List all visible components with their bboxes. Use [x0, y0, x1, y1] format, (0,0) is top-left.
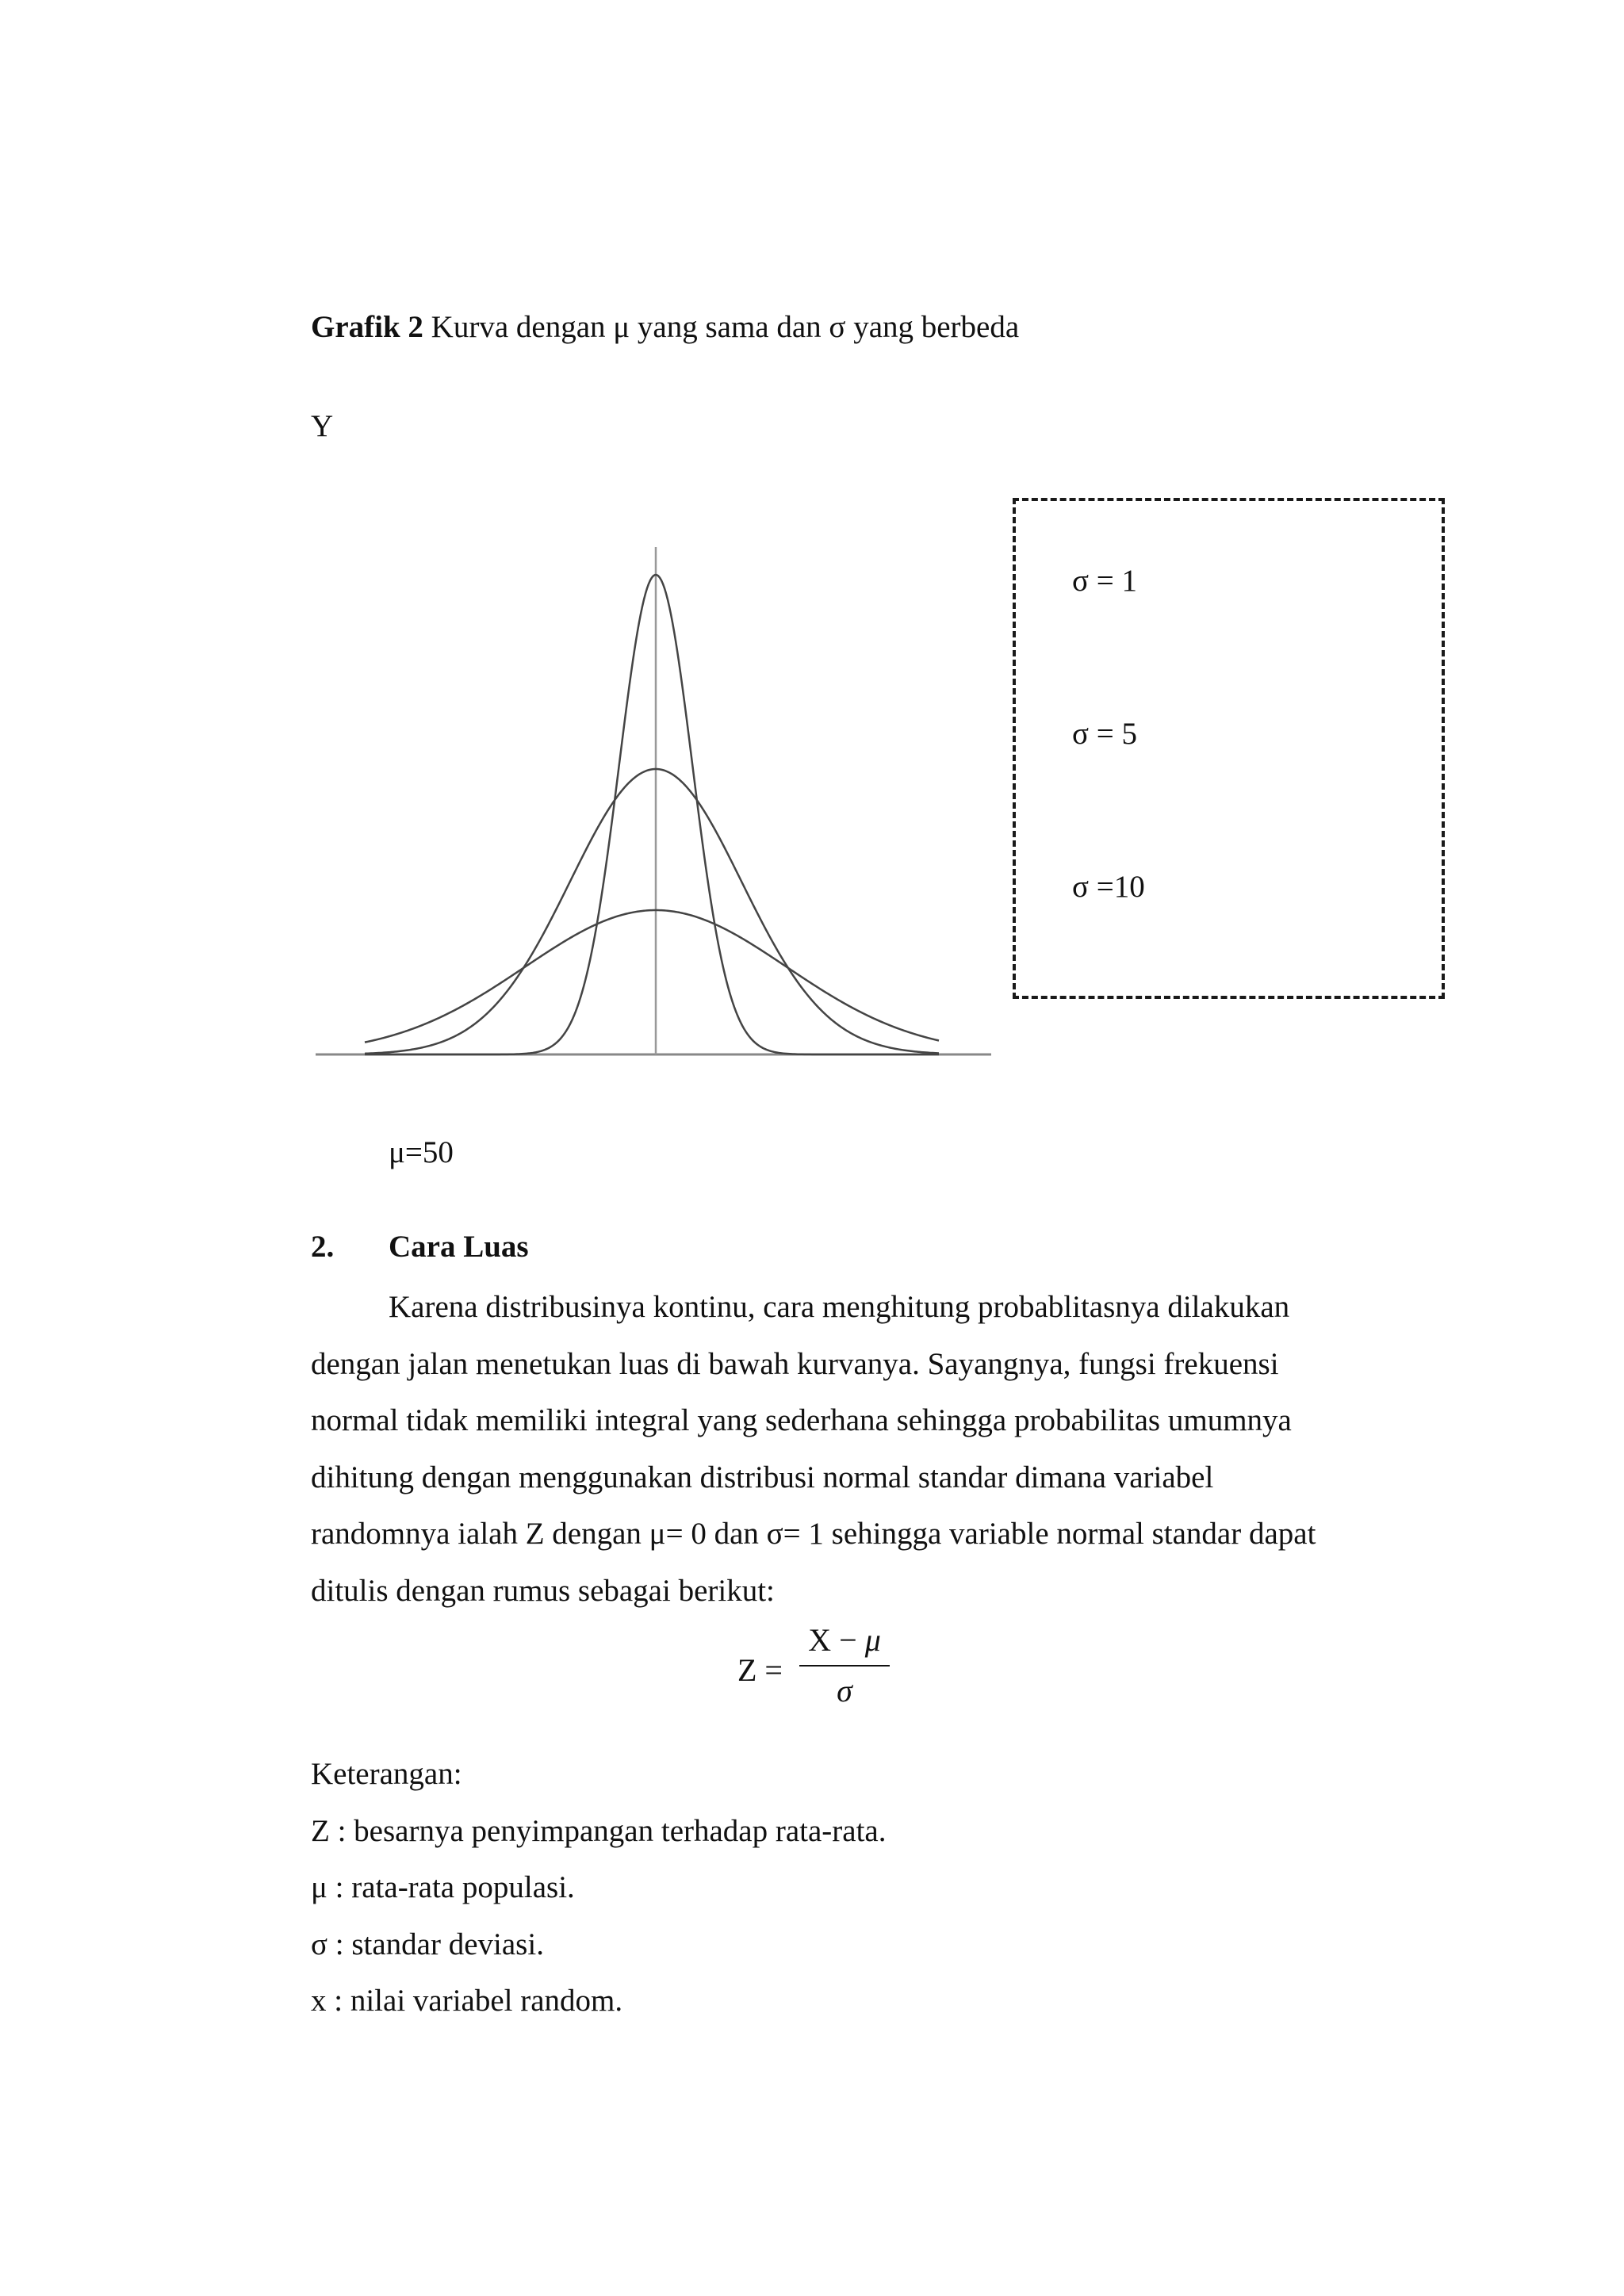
paragraph-line: ditulis dengan rumus sebagai berikut: [311, 1573, 775, 1608]
paragraph-line: dengan jalan menetukan luas di bawah kurvanya. Sayangnya, fungsi frekuensi [311, 1346, 1279, 1381]
paragraph-line: Karena distribusinya kontinu, cara menghitung probablitasnya dilakukan [389, 1290, 1290, 1324]
section-paragraph [311, 1279, 1399, 1619]
paragraph-line: dihitung dengan menggunakan distribusi normal standar dimana variabel [311, 1460, 1214, 1494]
curve-sigma-1 [365, 575, 939, 1054]
legend-item-sigma-10: σ =10 [1072, 870, 1145, 904]
section-title: Cara Luas [389, 1230, 529, 1264]
fraction-bar [799, 1665, 890, 1667]
legend-item-sigma-5: σ = 5 [1072, 717, 1138, 751]
mean-label: μ=50 [389, 1135, 454, 1169]
figure-title [311, 312, 1019, 342]
normal-curves-plot [309, 547, 1007, 1070]
keterangan-item: Z : besarnya penyimpangan terhadap rata-rata. [311, 1814, 887, 1848]
keterangan-item: σ : standar deviasi. [311, 1927, 544, 1961]
figure-title-rest: Kurva dengan μ yang sama dan σ yang berbeda [423, 310, 1020, 344]
curve-sigma-10 [365, 910, 939, 1043]
formula-numerator [801, 1621, 888, 1659]
y-axis-label: Y [311, 409, 334, 443]
formula-numerator-mu: μ [856, 1622, 881, 1658]
curve-sigma-5 [365, 769, 939, 1054]
formula-numerator-x: X − [808, 1622, 857, 1658]
paragraph-line: randomnya ialah Z dengan μ= 0 dan σ= 1 sehingga variable normal standar dapat [311, 1517, 1316, 1551]
paragraph-line: normal tidak memiliki integral yang sederhana sehingga probabilitas umumnya [311, 1403, 1292, 1437]
keterangan-item: μ : rata-rata populasi. [311, 1870, 575, 1904]
formula-lhs: Z = [737, 1652, 783, 1688]
figure-title-bold: Grafik 2 [311, 310, 423, 344]
z-formula [737, 1621, 912, 1709]
legend-item-sigma-1: σ = 1 [1072, 564, 1138, 598]
formula-denominator: σ [837, 1673, 852, 1709]
keterangan-item: x : nilai variabel random. [311, 1984, 623, 2018]
keterangan-heading: Keterangan: [311, 1757, 462, 1791]
section-number: 2. [311, 1230, 335, 1264]
